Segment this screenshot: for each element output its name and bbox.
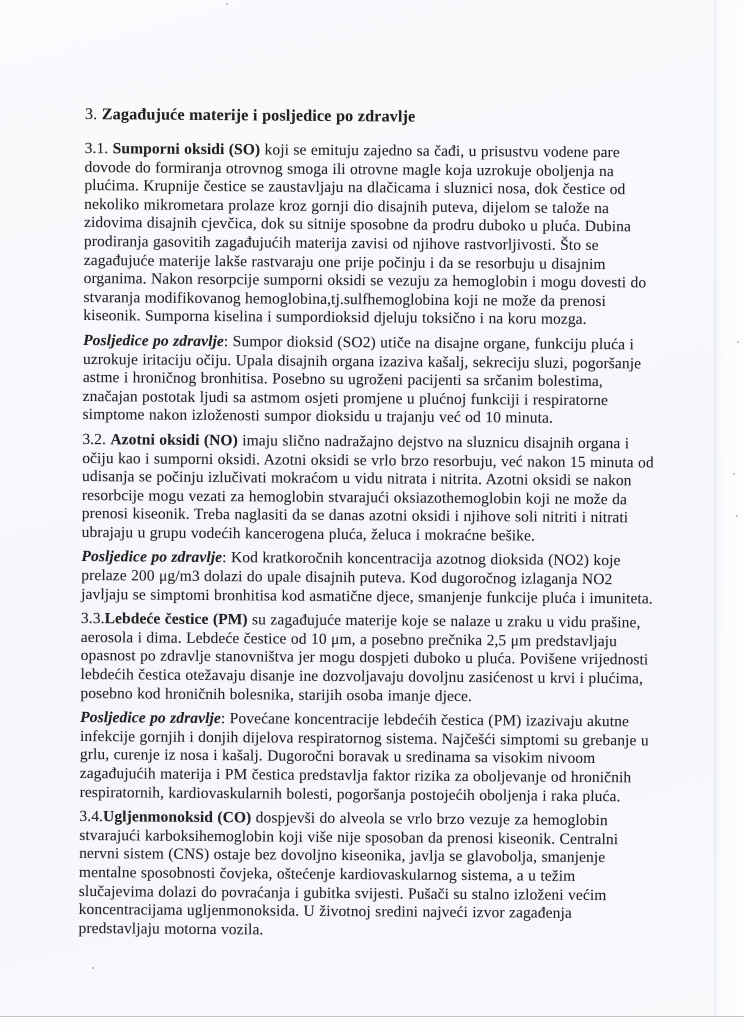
- health-effects-label: Posljedice po zdravlje: [83, 331, 224, 351]
- section-3-3-health-paragraph: [80, 709, 656, 806]
- dust-speck: [226, 3, 228, 5]
- section-3-3-health-body: : Povećane koncentracije lebdećih čestica (PM) izazivaju akutne infekcije gornjih i donjih dijelova respiratornog sistema. Najčešći simptomi su grebanje u grlu, curenje iz nosa i kašalj. Dugoročni boravak u sredinama sa visokim nivoom zagađujućih materija i PM čestica predstavlja faktor rizika za oboljevanje od hroničnih respiratornih, kardiovaskularnih bolesti, pogoršanja postojećih oboljenja i raka pluća.: [79, 710, 649, 805]
- section-3-2-term: Azotni oksidi (NO): [110, 431, 238, 450]
- dust-speck: [737, 341, 739, 343]
- section-3-1-term: Sumporni oksidi (SO): [112, 140, 261, 159]
- section-3-4-term: Ugljenmonoksid (CO): [102, 808, 252, 827]
- section-3-4-paragraph: [78, 808, 654, 943]
- section-3-4-body: dospjevši do alveola se vrlo brzo vezuje za hemoglobin stvarajući karboksihemoglobin koji više nije sposoban da prenosi kiseonik. Centralni nervni sistem (CNS) ostaje bez dovoljno kiseonika, javlja se glavobolja, smanjenje mentalne sposobnosti čovjeka, oštećenje kardiovaskularnog sistema, a u težim slučajevima dolazi do povraćanja i gubitka svijesti. Pušači su stalno izloženi većim koncentracijama ugljenmonoksida. U životnoj sredini najveći izvor zagađenja predstavljaju motorna vozila.: [78, 809, 619, 939]
- title-text: Zagađujuće materije i posljedice po zdravlje: [101, 105, 416, 126]
- title-number: 3.: [84, 105, 102, 124]
- section-3-1-number: 3.1.: [84, 139, 113, 158]
- health-effects-label: Posljedice po zdravlje: [81, 548, 223, 567]
- section-3-4-number: 3.4.: [79, 808, 104, 826]
- section-3-2-body: imaju slično nadražajno dejstvo na sluznicu disajnih organa i očiju kao i sumporni oksidi. Azotni oksidi se vrlo brzo resorbuju, već nakon 15 minuta od udisanja se počinju izlučivati mokraćom u vidu nitrata i nitrita. Azotni oksidi se nakon resorbcije mogu vezati za hemoglobin stvarajući oksiazothemoglobin koji ne može da prenosi kiseonik. Treba naglasiti da se danas azotni oksidi i njihove soli nitriti i nitrati ubrajaju u grupu vodećih kancerogena pluća, želuca i mokraćne bešike.: [81, 432, 654, 545]
- dust-speck: [736, 515, 738, 517]
- paper-right-edge: [714, 0, 744, 1017]
- section-3-3-body: su zagađujuće materije koje se nalaze u zraku u vidu prašine, aerosola i dima. Lebdeće čestice od 10 μm, a posebno prečnika 2,5 μm predstavljaju opasnost po zdravlje stanovništva jer mogu dospjeti duboko u pluća. Povišene vrijednosti lebdećih čestica otežavaju disanje ine dozvoljavaju dovoljnu zasićenost u krvi i plućima, posebno kod hroničnih bolesnika, starijih osoba imanje djece.: [80, 611, 649, 705]
- section-3-2-paragraph: [82, 431, 658, 547]
- section-3-3-paragraph: [80, 610, 656, 707]
- health-effects-label: Posljedice po zdravlje: [80, 709, 222, 728]
- section-3-1-health-paragraph: [82, 332, 658, 429]
- document-title: [85, 105, 660, 129]
- section-3-1-body: koji se emituju zajedno sa čađi, u prisustvu vodene pare dovode do formiranja otrovnog smoga ili otrovne magle koja uzrokuje oboljenja na plućima. Krupnije čestice se zaustavljaju na dlačicama i sluznici nosa, dok čestice od nekoliko mikrometara prolaze kroz gornji dio disajnih puteva, dijelom se talože na zidovima disajnih cjevčica, dok su sitnije sposobne da prodru duboko u pluća. Dubina prodiranja gasovitih zagađujućih materija zavisi od njihove rastvorljivosti. Što se zagađujuće materije lakše rastvaraju one prije počinju i da se resorbuju u disajnim organima. Nakon resorpcije sumporni oksidi se vezuju za hemoglobin i mogu dovesti do stvaranja modifikovanog hemoglobina,tj.sulfhemoglobina koji ne može da prenosi kiseonik. Sumporna kiselina i sumpordioksid djeluju toksično i na koru mozga.: [83, 141, 647, 329]
- section-3-1-paragraph: [83, 140, 659, 330]
- section-3-2-health-body: : Kod kratkoročnih koncentracija azotnog dioksida (NO2) koje prelaze 200 μg/m3 dolazi do upale disajnih puteva. Kod dugoročnog izlaganja NO2 javljaju se simptomi bronhitisa kod asmatične djece, smanjenje funkcije pluća i imuniteta.: [81, 549, 653, 608]
- dust-speck: [733, 473, 735, 475]
- document-content: [78, 105, 660, 943]
- dust-speck: [92, 967, 94, 969]
- section-3-3-number: 3.3.: [80, 610, 105, 628]
- section-3-2-number: 3.2.: [82, 430, 111, 449]
- section-3-1-health-body: : Sumpor dioksid (SO2) utiče na disajne organe, funkciju pluća i uzrokuje iritaciju očiju. Upala disajnih organa izaziva kašalj, sekreciju sluzi, pogoršanje astme i hroničnog bronhitisa. Posebno su ugroženi pacijenti sa srčanim bolestima, značajan postotak ljudi sa astmom osjeti promjene u plućnoj funkciji i respiratorne simptome nakon izloženosti sumpor dioksidu u trajanju već od 10 minuta.: [82, 333, 642, 427]
- section-3-2-health-paragraph: [81, 548, 656, 608]
- section-3-3-term: Lebdeće čestice (PM): [104, 610, 248, 629]
